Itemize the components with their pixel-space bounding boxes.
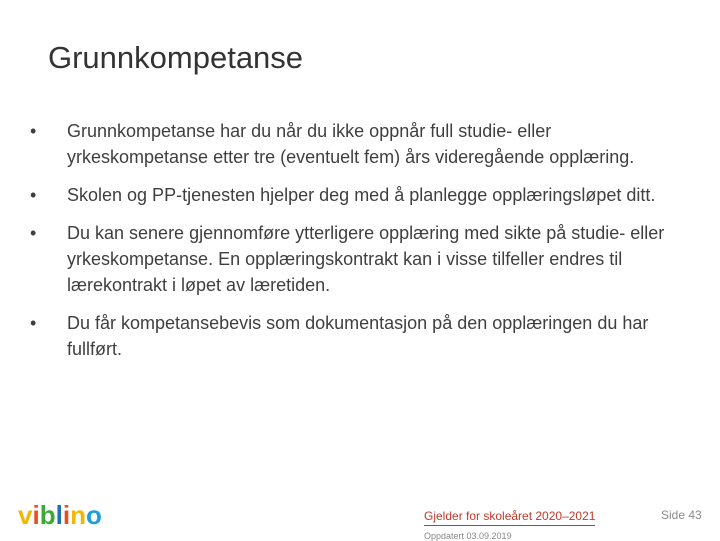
slide-title: Grunnkompetanse — [48, 40, 304, 75]
page-number: Side 43 — [661, 508, 702, 522]
bullet-dot-icon: • — [30, 185, 37, 205]
bullet-text: Du får kompetansebevis som dokumentasjon på den opplæringen du har fullført. — [67, 313, 649, 359]
bullet-text: Skolen og PP-tjenesten hjelper deg med å planlegge opplæringsløpet ditt. — [67, 185, 656, 205]
bullet-dot-icon: • — [30, 121, 37, 141]
bullet-dot-icon: • — [30, 223, 37, 243]
updated-date: Oppdatert 03.09.2019 — [424, 531, 512, 541]
validity-text: Gjelder for skoleåret 2020–2021 — [424, 509, 595, 526]
logo-letter: n — [70, 500, 86, 530]
bullet-text: Du kan senere gjennomføre ytterligere opplæring med sikte på studie- eller yrkeskompetanse. En opplæringskontrakt kan i visse tilfeller endres til lærekontrakt i løpet av læretiden. — [67, 223, 665, 295]
bullet-item — [30, 220, 670, 298]
logo-letter: o — [85, 500, 102, 530]
bullet-text: Grunnkompetanse har du når du ikke oppnår full studie- eller yrkeskompetanse etter tre (eventuelt fem) års videregående opplæring. — [67, 121, 635, 167]
bullet-item — [30, 182, 670, 208]
bullet-item — [30, 118, 670, 170]
logo-letter: i — [32, 500, 40, 530]
bullet-list — [30, 118, 670, 374]
bullet-item — [30, 310, 670, 362]
footer-info — [424, 507, 595, 541]
logo-letter: v — [18, 500, 33, 530]
vilbli-logo — [18, 500, 102, 531]
logo-letter: l — [55, 500, 63, 530]
logo-letter: b — [39, 500, 56, 530]
bullet-dot-icon: • — [30, 313, 37, 333]
logo-letter: i — [62, 500, 71, 530]
